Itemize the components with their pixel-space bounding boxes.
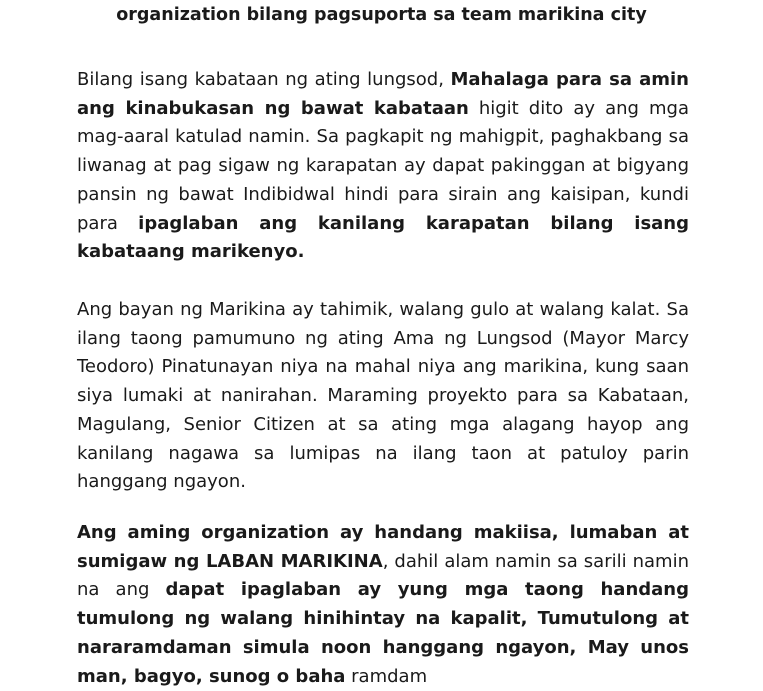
- bold-text-run: ipaglaban ang kanilang karapatan bilang isang kabataang marikenyo.: [77, 212, 690, 263]
- text-run: , dahil alam namin sa sarili namin na ang: [77, 550, 689, 601]
- text-run: ramdam: [345, 665, 428, 687]
- text-run: Ang bayan ng Marikina ay tahimik, walang gulo at walang kalat. Sa ilang taong pamumuno ng ating Ama ng Lungsod (Mayor Marcy Teodoro) Pinatunayan niya na mahal niya ang marikina, kung saan siya lumaki at nanirahan. Maraming proyekto para sa Kabataan, Magulang, Senior Citizen at sa ating mga alagang hayop ang kanilang nagawa sa lumipas na ilang taon at patuloy parin hanggang ngayon.: [77, 299, 689, 493]
- bold-text-run: Mahalaga para sa amin ang kinabukasan ng bawat kabataan: [77, 69, 689, 119]
- paragraph-1: [77, 66, 689, 267]
- text-run: higit dito ay ang mga mag-aaral katulad namin. Sa pagkapit ng mahigpit, paghakbang sa liwanag at pag sigaw ng karapatan ay dapat pakinggan at bigyang pansin ng bawat Indibidwal hindi para sirain ang kaisipan, kundi para: [77, 97, 689, 234]
- bold-text-run: dapat ipaglaban ay yung mga taong handang tumulong ng walang hinihintay na kapalit, Tumutulong at nararamdaman simula noon hanggang ngayon, May unos man, bagyo, sunog o baha: [77, 579, 689, 687]
- paragraph-2: [77, 296, 689, 497]
- text-run: Bilang isang kabataan ng ating lungsod,: [77, 69, 451, 90]
- document-title: organization bilang pagsuporta sa team marikina city: [116, 5, 647, 25]
- paragraph-3: [77, 519, 689, 691]
- bold-text-run: Ang aming organization ay handang makiisa, lumaban at sumigaw ng LABAN MARIKINA: [77, 522, 689, 572]
